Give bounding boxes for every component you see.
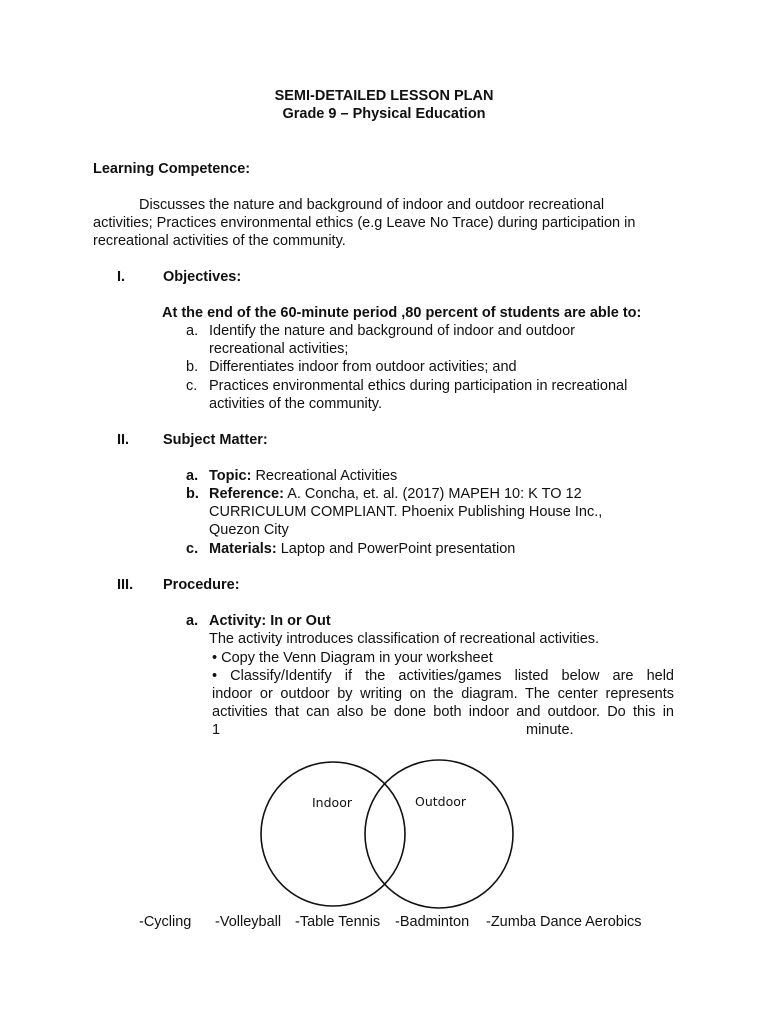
reference-letter: b. [186, 486, 199, 502]
objective-c-line-1: Practices environmental ethics during participation in recreational [209, 378, 628, 394]
venn-indoor-label: Indoor [312, 795, 352, 810]
topic-label: Topic: [209, 468, 252, 484]
procedure-number: III. [117, 577, 134, 593]
objectives-lead: At the end of the 60-minute period ,80 percent of students are able to: [162, 305, 642, 321]
objectives-heading: Objectives: [163, 269, 242, 285]
activity-item: -Cycling [139, 914, 192, 930]
venn-diagram [255, 755, 517, 913]
objective-c-line-2: activities of the community. [209, 396, 382, 412]
topic-value: Recreational Activities [255, 468, 398, 484]
venn-outdoor-label: Outdoor [415, 794, 467, 809]
competence-heading: Learning Competence: [93, 161, 251, 177]
activity-bullet-2-line-3: activities that can also be done both indoor and outdoor. Do this in [212, 704, 674, 720]
activity-item: -Volleyball [215, 914, 282, 930]
competence-line-2: activities; Practices environmental ethics (e.g Leave No Trace) during participation in [93, 215, 636, 231]
objective-b-line-1: Differentiates indoor from outdoor activities; and [209, 359, 517, 375]
materials-value: Laptop and PowerPoint presentation [280, 541, 516, 557]
activity-item: -Badminton [395, 914, 470, 930]
materials-row [209, 540, 515, 558]
reference-row [209, 485, 582, 503]
competence-line-3: recreational activities of the community. [93, 233, 346, 249]
activity-last-start: 1 [212, 722, 221, 738]
activity-last-end: minute. [526, 722, 574, 738]
objective-a-letter: a. [186, 323, 199, 339]
activity-letter: a. [186, 613, 199, 629]
activity-title: Activity: In or Out [209, 613, 331, 629]
subject-number: II. [117, 432, 130, 448]
activity-bullet-1: • Copy the Venn Diagram in your worksheet [212, 650, 493, 666]
competence-line-1: Discusses the nature and background of indoor and outdoor recreational [139, 197, 605, 213]
activity-intro: The activity introduces classification of recreational activities. [209, 631, 600, 647]
venn-outdoor-circle [365, 760, 513, 908]
subject-heading: Subject Matter: [163, 432, 268, 448]
objective-c-letter: c. [186, 378, 198, 394]
topic-row [209, 467, 397, 485]
objectives-number: I. [117, 269, 126, 285]
objective-a-line-1: Identify the nature and background of indoor and outdoor [209, 323, 575, 339]
document-title: SEMI-DETAILED LESSON PLAN [274, 88, 494, 104]
materials-label: Materials: [209, 541, 277, 557]
topic-letter: a. [186, 468, 199, 484]
venn-indoor-circle [261, 762, 405, 906]
reference-label: Reference: [209, 486, 284, 502]
activity-item: -Zumba Dance Aerobics [486, 914, 642, 930]
activity-bullet-2-line-1: • Classify/Identify if the activities/games listed below are held [212, 668, 674, 684]
reference-value-3: Quezon City [209, 522, 289, 538]
procedure-heading: Procedure: [163, 577, 240, 593]
activity-item: -Table Tennis [295, 914, 381, 930]
objective-a-line-2: recreational activities; [209, 341, 349, 357]
objective-b-letter: b. [186, 359, 199, 375]
activity-bullet-2-line-2: indoor or outdoor by writing on the diagram. The center represents [212, 686, 674, 702]
document-subtitle: Grade 9 – Physical Education [282, 106, 486, 122]
reference-value-1: A. Concha, et. al. (2017) MAPEH 10: K TO 12 [287, 486, 582, 502]
reference-value-2: CURRICULUM COMPLIANT. Phoenix Publishing House Inc., [209, 504, 603, 520]
materials-letter: c. [186, 541, 199, 557]
